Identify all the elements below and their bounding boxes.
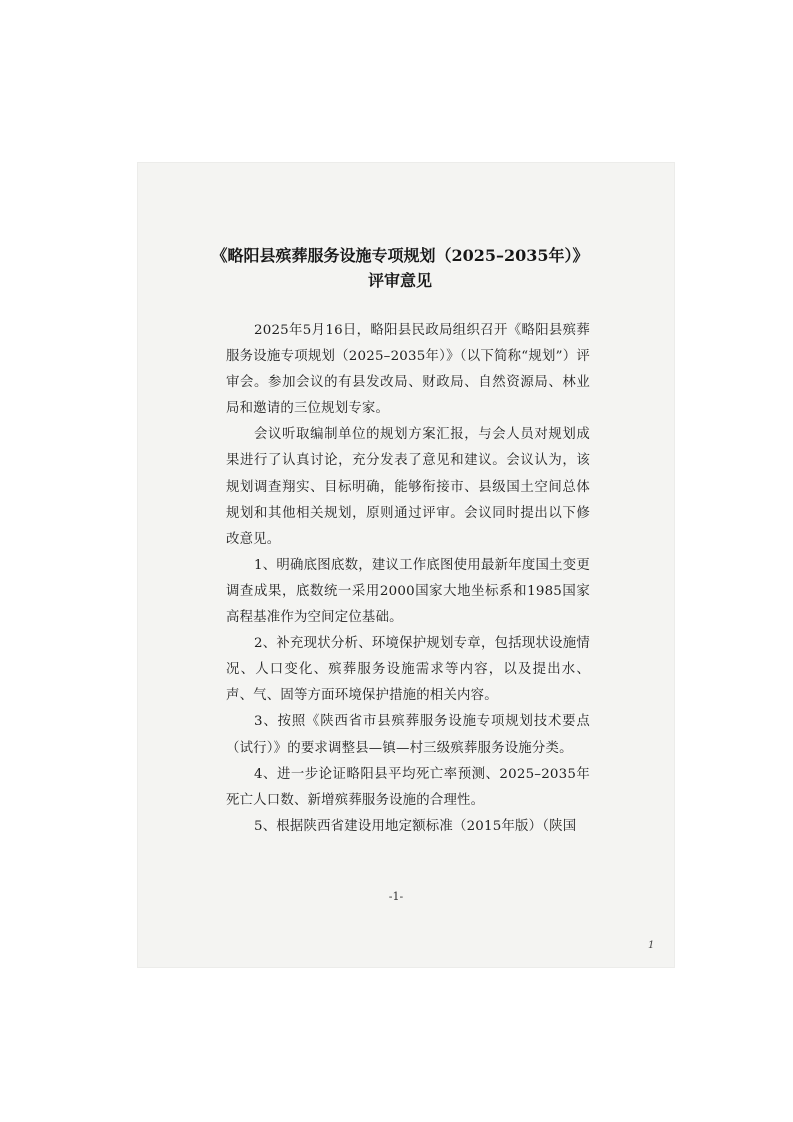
opinion-item-5: 5、根据陕西省建设用地定额标准（2015年版）（陕国 (254, 818, 577, 834)
document-body (226, 318, 590, 840)
paragraph-meeting-info: 2025年5月16日，略阳县民政局组织召开《略阳县殡葬服务设施专项规划（2025–2035年）》（以下简称“规划”）评审会。参加会议的有县发改局、财政局、自然资源局、林业局和邀请的三位规划专家。 (226, 323, 590, 417)
opinion-item-2: 2、补充现状分析、环境保护规划专章，包括现状设施情况、人口变化、殡葬服务设施需求等内容，以及提出水、声、气、固等方面环境保护措施的相关内容。 (226, 636, 590, 704)
opinion-item-1: 1、明确底图底数，建议工作底图使用最新年度国土变更调查成果，底数统一采用2000国家大地坐标系和1985国家高程基准作为空间定位基础。 (226, 557, 590, 626)
opinion-item-3: 3、按照《陕西省市县殡葬服务设施专项规划技术要点（试行）》的要求调整县—镇—村三级殡葬服务设施分类。 (226, 714, 590, 756)
title-line-1: 《略阳县殡葬服务设施专项规划（2025–2035年）》 (211, 246, 589, 265)
paragraph-meeting-conclusion: 会议听取编制单位的规划方案汇报，与会人员对规划成果进行了认真讨论，充分发表了意见和建议。会议认为，该规划调查翔实、目标明确，能够衔接市、县级国土空间总体规划和其他相关规划，原则通过评审。会议同时提出以下修改意见。 (226, 427, 590, 547)
page-number: -1- (388, 890, 404, 903)
title-line-2: 评审意见 (367, 271, 432, 290)
opinion-item-4: 4、进一步论证略阳县平均死亡率预测、2025–2035年死亡人口数、新增殡葬服务设施的合理性。 (226, 766, 590, 808)
document-title (150, 243, 650, 293)
corner-mark: 1 (648, 940, 655, 951)
